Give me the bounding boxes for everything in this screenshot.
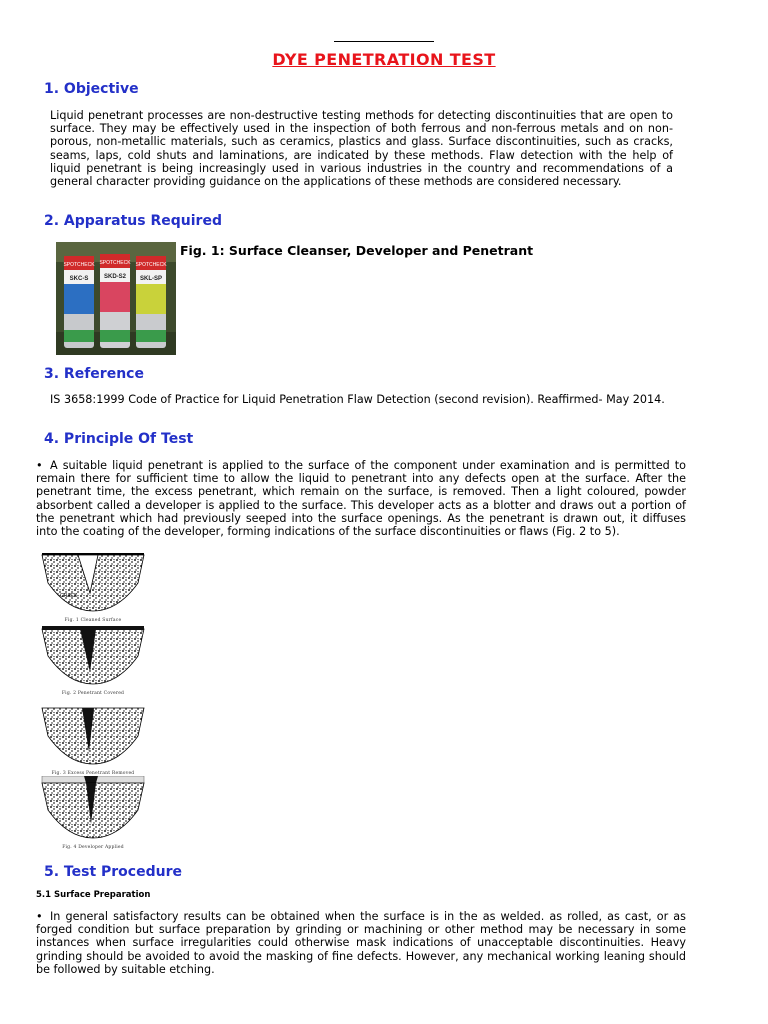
crack-label: CRACK xyxy=(60,593,78,599)
principle-paragraph xyxy=(36,459,686,538)
heading-apparatus: 2. Apparatus Required xyxy=(44,213,222,229)
figure-3-caption: Fig. 2 Penetrant Covered xyxy=(61,691,125,696)
title-rule xyxy=(334,41,434,42)
figure-2-caption: Fig. 1 Cleaned Surface xyxy=(64,618,122,623)
penetrant-can xyxy=(136,256,166,348)
figure-developer-applied xyxy=(38,776,148,850)
heading-objective: 1. Objective xyxy=(44,81,139,97)
cleaned-surface-sketch xyxy=(38,553,148,613)
principle-text: A suitable liquid penetrant is applied to the surface of the component under examination and is permitted to remain there for sufficient time to allow the liquid to penetrant into any defects open at the surface. After the penetrant time, the excess penetrant, which remain on the surface, is removed. Then a light coloured, powder absorbent called a developer is applied to the surface. This developer acts as a blotter and draws out a portion of the penetrant which had previously seeped into the surface openings. As the penetrant is drawn out, it diffuses into the coating of the developer, forming indications of the surface discontinuities or flaws (Fig. 2 to 5). xyxy=(36,459,686,539)
figure-penetrant-covered xyxy=(38,626,148,696)
excess-removed-sketch xyxy=(38,706,148,766)
developer-can xyxy=(100,254,130,348)
penetrant-covered-sketch xyxy=(38,626,148,686)
figure-5-caption: Fig. 4 Developer Applied xyxy=(62,845,124,850)
figure-4-caption: Fig. 3 Excess Penetrant Removed xyxy=(51,771,135,776)
reference-text: IS 3658:1999 Code of Practice for Liquid Penetration Flaw Detection (second revision). Reaffirmed- May 2014. xyxy=(50,393,665,406)
cleaner-can xyxy=(64,256,94,348)
bullet-icon: • xyxy=(36,910,43,923)
developer-applied-sketch xyxy=(38,776,148,840)
can-label-2: SKD-S2 xyxy=(103,274,127,280)
can-label-3: SKL-SP xyxy=(139,276,163,282)
can-brand-3: SPOTCHECK xyxy=(135,262,167,268)
procedure-paragraph xyxy=(36,910,686,976)
can-brand-2: SPOTCHECK xyxy=(99,260,131,266)
apparatus-photo xyxy=(56,242,176,355)
subheading-surface-preparation: 5.1 Surface Preparation xyxy=(36,890,151,900)
procedure-text: In general satisfactory results can be obtained when the surface is in the as welded. as rolled, as cast, or as forged condition but surface preparation by grinding or machining or other method may be necessary in some instances when surface irregularities could otherwise mask indications of unacceptable discontinuities. Heavy grinding should be avoided to avoid the masking of fine defects. However, any mechanical working leaning should be followed by suitable etching. xyxy=(36,910,686,976)
figure-cleaned-surface xyxy=(38,553,148,623)
bullet-icon: • xyxy=(36,459,43,472)
heading-principle: 4. Principle Of Test xyxy=(44,431,194,447)
heading-procedure: 5. Test Procedure xyxy=(44,864,182,880)
objective-text: Liquid penetrant processes are non-destructive testing methods for detecting discontinuities that are open to surface. They may be effectively used in the inspection of both ferrous and non-ferrous metals and on non-porous, non-metallic materials, such as ceramics, plastics and glass. Surface discontinuities, such as cracks, seams, laps, cold shuts and laminations, are indicated by these methods. Flaw detection with the help of liquid penetrant is being increasingly used in various industries in the country and recommendations of a general character providing guidance on the applications of these methods are considered necessary. xyxy=(50,109,673,189)
can-label-1: SKC-S xyxy=(69,276,89,282)
figure-excess-removed xyxy=(38,706,148,776)
heading-reference: 3. Reference xyxy=(44,366,144,382)
can-brand-1: SPOTCHECK xyxy=(63,262,95,268)
figure-1-caption: Fig. 1: Surface Cleanser, Developer and Penetrant xyxy=(180,243,534,258)
document-title: DYE PENETRATION TEST xyxy=(272,50,496,69)
